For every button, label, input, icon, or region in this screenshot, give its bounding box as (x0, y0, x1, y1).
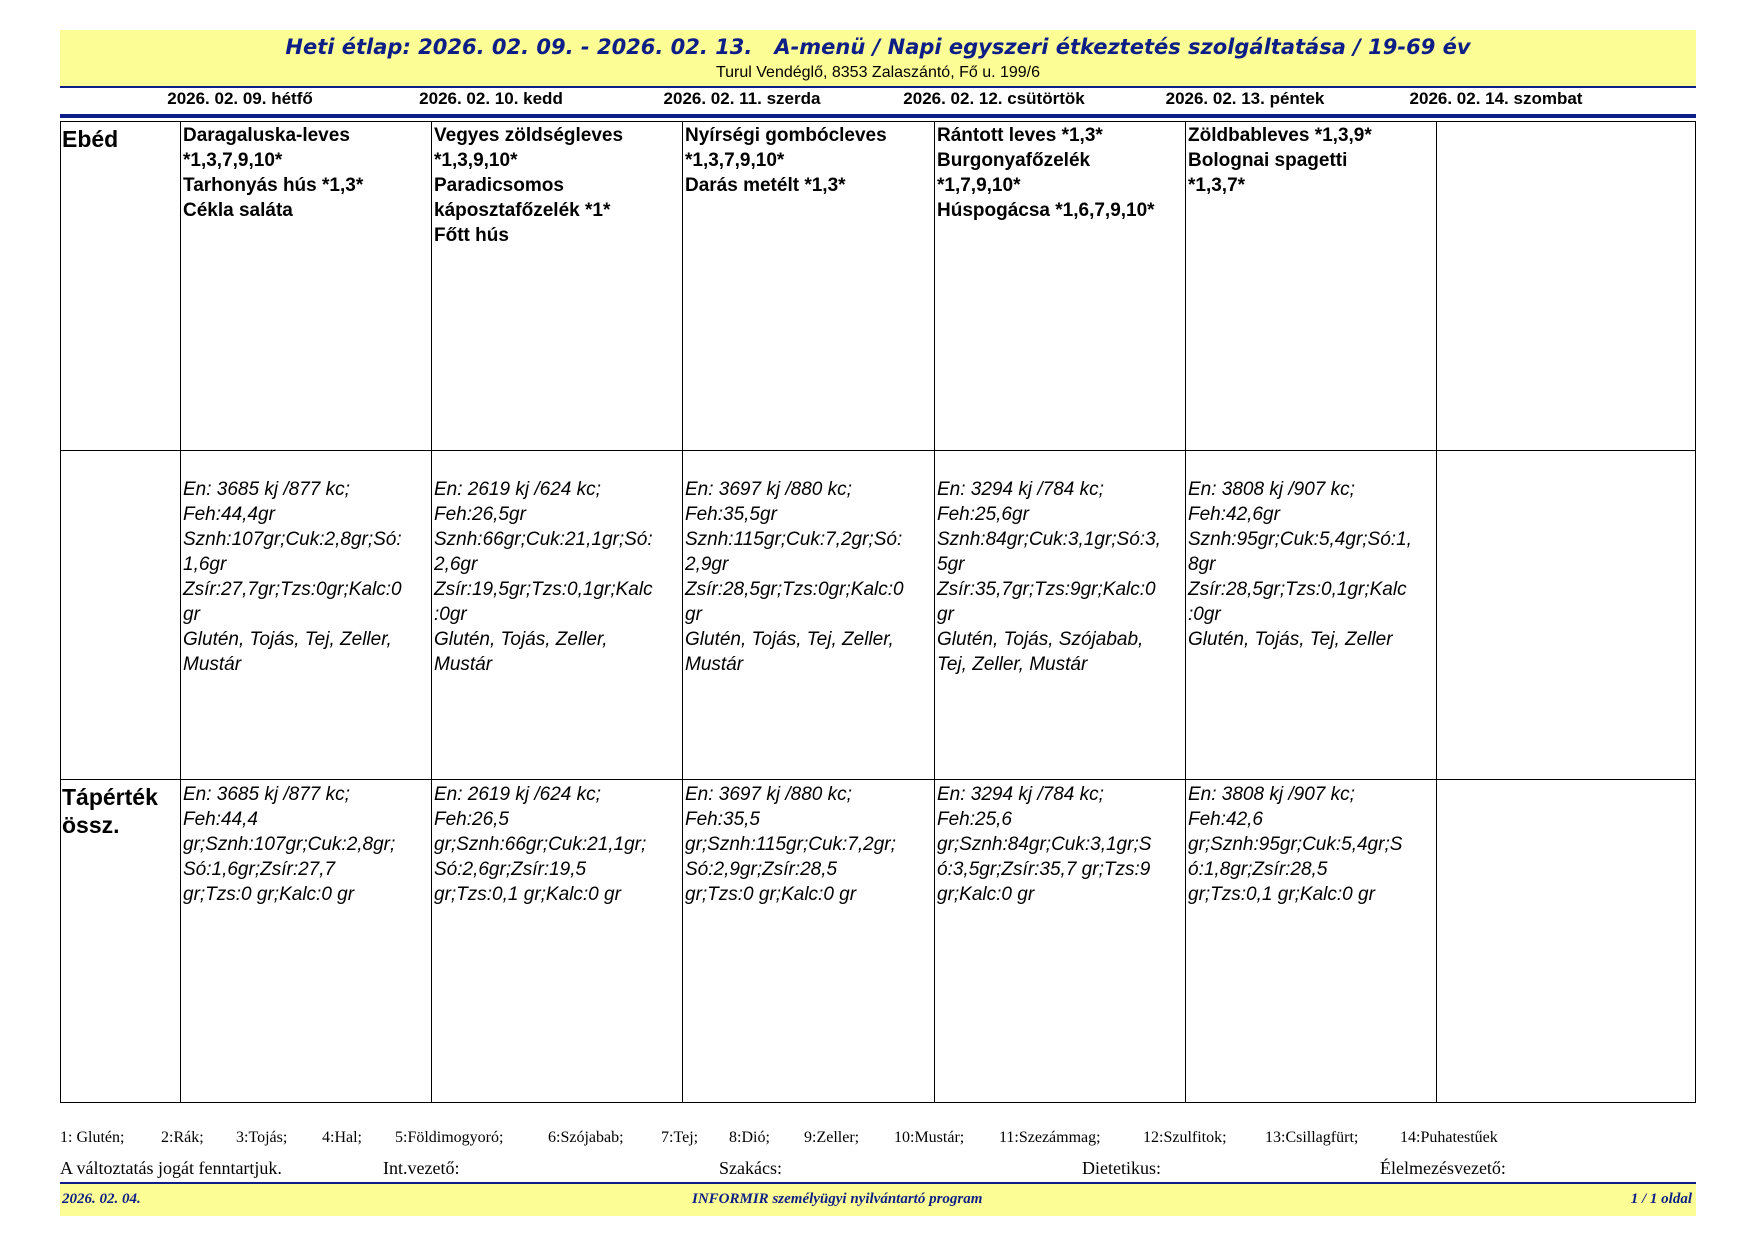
signature-dietetikus: Dietetikus: (1082, 1158, 1161, 1178)
reserve-note: A változtatás jogát fenntartjuk. (60, 1158, 282, 1178)
day-header-divider (60, 114, 1696, 118)
totals-cell-wed: En: 3697 kj /880 kc; Feh:35,5 gr;Sznh:115gr;Cuk:7,2gr; Só:2,9gr;Zsír:28,5 gr;Tzs:0 gr;Kalc:0 gr (685, 784, 896, 905)
grid-line (1695, 121, 1696, 1103)
header-divider (60, 86, 1696, 88)
legend-item: 2:Rák; (161, 1129, 204, 1146)
legend-item: 5:Földimogyoró; (395, 1129, 504, 1146)
legend-item: 4:Hal; (322, 1129, 362, 1146)
grid-line (60, 121, 61, 1103)
nutrition-cell-mon: En: 3685 kj /877 kc; Feh:44,4gr Sznh:107gr;Cuk:2,8gr;Só: 1,6gr Zsír:27,7gr;Tzs:0gr;Kalc:0 gr Glutén, Tojás, Tej, Zeller, Mustár (183, 479, 402, 675)
program-name: INFORMIR személyügyi nyilvántartó program (692, 1191, 983, 1207)
legend-item: 10:Mustár; (894, 1129, 965, 1146)
totals-cell-mon: En: 3685 kj /877 kc; Feh:44,4 gr;Sznh:107gr;Cuk:2,8gr; Só:1,6gr;Zsír:27,7 gr;Tzs:0 gr;Kalc:0 gr (183, 784, 396, 905)
grid-line (682, 121, 683, 1103)
row-label-totals: Tápérték össz. (62, 784, 158, 838)
totals-cell-thu: En: 3294 kj /784 kc; Feh:25,6 gr;Sznh:84gr;Cuk:3,1gr;S ó:3,5gr;Zsír:35,7 gr;Tzs:9 gr;Kalc:0 gr (937, 784, 1152, 905)
print-date: 2026. 02. 04. (62, 1191, 141, 1207)
day-header-fri: 2026. 02. 13. péntek (1165, 89, 1325, 108)
grid-line (431, 121, 432, 1103)
signature-elelmezesvezeto: Élelmezésvezető: (1380, 1158, 1506, 1178)
menu-table (60, 121, 1696, 1103)
day-header-tue: 2026. 02. 10. kedd (419, 89, 563, 108)
lunch-cell-mon: Daragaluska-leves *1,3,7,9,10* Tarhonyás hús *1,3* Cékla saláta (183, 125, 364, 221)
grid-line (60, 121, 1696, 122)
grid-line (60, 1102, 1696, 1103)
grid-line (60, 779, 1696, 780)
legend-item: 9:Zeller; (804, 1129, 860, 1146)
day-header-row (60, 89, 1696, 111)
legend-item: 13:Csillagfürt; (1265, 1129, 1359, 1146)
lunch-cell-fri: Zöldbableves *1,3,9* Bolognai spagetti *1,3,7* (1188, 125, 1372, 196)
legend-item: 6:Szójabab; (548, 1129, 624, 1146)
nutrition-cell-tue: En: 2619 kj /624 kc; Feh:26,5gr Sznh:66gr;Cuk:21,1gr;Só: 2,6gr Zsír:19,5gr;Tzs:0,1gr;Kalc :0gr Glutén, Tojás, Zeller, Mustár (434, 479, 653, 675)
signature-int-vezeto: Int.vezető: (383, 1158, 460, 1178)
signature-szakacs: Szakács: (719, 1158, 782, 1178)
row-label-lunch: Ebéd (62, 126, 119, 152)
legend-item: 1: Glutén; (60, 1129, 125, 1146)
legend-item: 11:Szezámmag; (999, 1129, 1101, 1146)
lunch-cell-tue: Vegyes zöldségleves *1,3,9,10* Paradicsomos káposztafőzelék *1* Főtt hús (434, 125, 624, 246)
legend-item: 12:Szulfitok; (1143, 1129, 1227, 1146)
grid-line (1185, 121, 1186, 1103)
page-subtitle: Turul Vendéglő, 8353 Zalaszántó, Fő u. 199/6 (715, 64, 1041, 81)
nutrition-cell-thu: En: 3294 kj /784 kc; Feh:25,6gr Sznh:84gr;Cuk:3,1gr;Só:3, 5gr Zsír:35,7gr;Tzs:9gr;Kalc:0 gr Glutén, Tojás, Szójabab, Tej, Zeller, Mustár (937, 479, 1161, 675)
totals-cell-fri: En: 3808 kj /907 kc; Feh:42,6 gr;Sznh:95gr;Cuk:5,4gr;S ó:1,8gr;Zsír:28,5 gr;Tzs:0,1 gr;Kalc:0 gr (1188, 784, 1403, 905)
header-band (60, 30, 1696, 86)
footer-band (60, 1184, 1696, 1216)
legend-item: 14:Puhatestűek (1400, 1129, 1498, 1146)
grid-line (934, 121, 935, 1103)
lunch-cell-thu: Rántott leves *1,3* Burgonyafőzelék *1,7,9,10* Húspogácsa *1,6,7,9,10* (937, 125, 1155, 221)
grid-line (180, 121, 181, 1103)
grid-line (1436, 121, 1437, 1103)
legend-item: 3:Tojás; (236, 1129, 288, 1146)
totals-cell-tue: En: 2619 kj /624 kc; Feh:26,5 gr;Sznh:66gr;Cuk:21,1gr; Só:2,6gr;Zsír:19,5 gr;Tzs:0,1 gr;Kalc:0 gr (434, 784, 647, 905)
day-header-thu: 2026. 02. 12. csütörtök (903, 89, 1085, 108)
nutrition-cell-wed: En: 3697 kj /880 kc; Feh:35,5gr Sznh:115gr;Cuk:7,2gr;Só: 2,9gr Zsír:28,5gr;Tzs:0gr;Kalc:0 gr Glutén, Tojás, Tej, Zeller, Mustár (685, 479, 904, 675)
nutrition-cell-fri: En: 3808 kj /907 kc; Feh:42,6gr Sznh:95gr;Cuk:5,4gr;Só:1, 8gr Zsír:28,5gr;Tzs:0,1gr;Kalc :0gr Glutén, Tojás, Tej, Zeller (1188, 479, 1412, 650)
page-number: 1 / 1 oldal (1630, 1191, 1692, 1207)
day-header-wed: 2026. 02. 11. szerda (663, 89, 821, 108)
legend-item: 7:Tej; (661, 1129, 699, 1146)
page-title: Heti étlap: 2026. 02. 09. - 2026. 02. 13. A-menü / Napi egyszeri étkeztetés szolgáltatása / 19-69 év (285, 35, 1471, 59)
grid-line (60, 450, 1696, 451)
day-header-mon: 2026. 02. 09. hétfő (167, 89, 313, 108)
day-header-sat: 2026. 02. 14. szombat (1409, 89, 1583, 108)
legend-item: 8:Dió; (729, 1129, 770, 1146)
lunch-cell-wed: Nyírségi gombócleves *1,3,7,9,10* Darás metélt *1,3* (685, 125, 887, 196)
